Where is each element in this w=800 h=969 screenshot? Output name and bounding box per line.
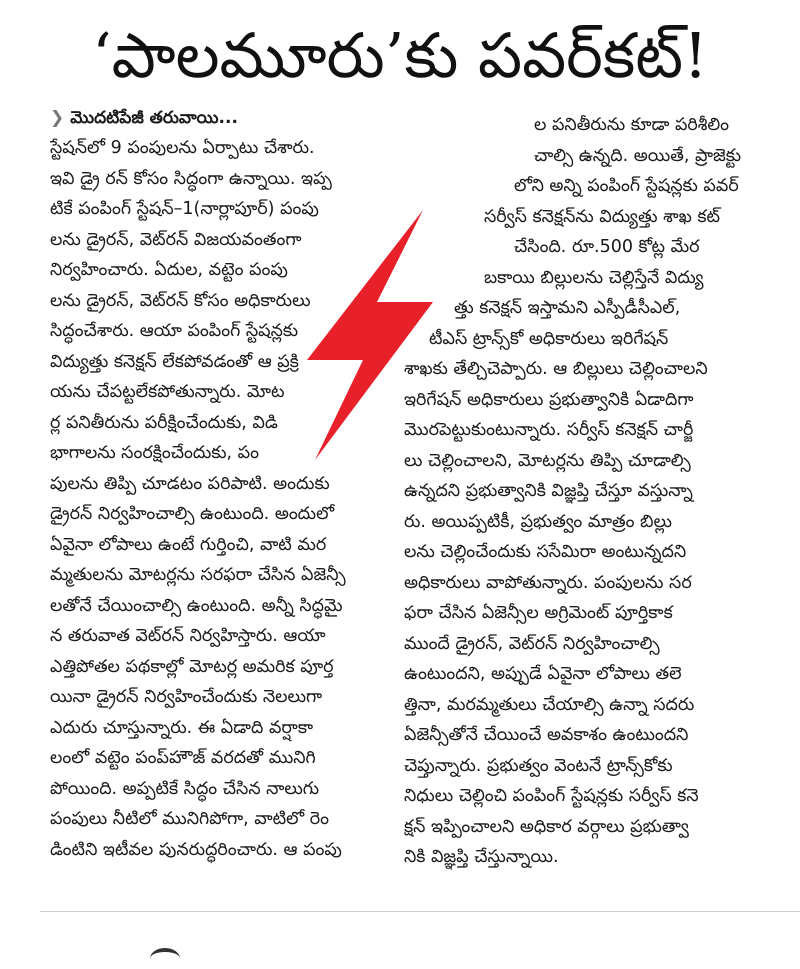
text-line: లంలో వట్టెం పంప్‌హౌజ్‌ వరదతో మునిగి [50, 748, 316, 768]
text-line: ఉన్నదని ప్రభుత్వానికి విజ్ఞప్తి చేస్తూ వస్తున్నా [404, 481, 693, 501]
text-line: ల పనితీరును కూడా పరిశీలిం [534, 115, 729, 135]
text-line: మొరపెట్టుకుంటున్నారు. సర్వీస్‌ కనెక్షన్‌ చార్జీ [404, 420, 694, 440]
text-line: మ్మతులను మోటర్లను సరఫరా చేసిన ఏజెన్సీ [50, 565, 346, 585]
text-line: టీఎస్‌ ట్రాన్స్‌కో అధికారులు ఇరిగేషన్‌ [429, 328, 669, 349]
section-divider [40, 911, 800, 912]
text-line: నికి విజ్ఞప్తి చేస్తున్నాయి. [404, 847, 559, 867]
text-line: సిద్ధంచేశారు. ఆయా పంపింగ్‌ స్టేషన్లకు [50, 321, 299, 341]
text-line: చాల్సి ఉన్నది. అయితే, ప్రాజెక్టు [534, 145, 741, 166]
text-line: టికే పంపింగ్‌ స్టేషన్‌–1(నార్లాపూర్‌) పంపు [50, 199, 319, 219]
text-line: ఇరిగేషన్‌ అధికారులు ప్రభుత్వానికి ఏడాదిగా [404, 389, 694, 410]
text-line: ర్ల పనితీరును పరీక్షించేందుకు, విడి [50, 412, 278, 433]
right-column [404, 110, 774, 873]
text-line: పోయింది. అప్పటికే సిద్ధం చేసిన నాలుగు [50, 778, 320, 799]
text-line: ఇవి డ్రై రన్‌ కోసం సిద్ధంగా ఉన్నాయి. ఇప్ప [50, 168, 332, 189]
chevron-right-icon: ❯ [50, 108, 65, 128]
text-line: లను డ్రైరన్‌, వెట్‌రన్‌ కోసం అధికారులు [50, 290, 311, 311]
text-line: డ్రైరన్‌ నిర్వహించాల్సి ఉంటుంది. అందులో [50, 504, 335, 524]
text-line: పంపులు నీటిలో మునిగిపోగా, వాటిలో రెం [50, 809, 329, 829]
text-line: ఎత్తిపోతల పథకాల్లో మోటర్ల అమరిక పూర్త [50, 656, 334, 677]
text-line: చెప్తున్నారు. ప్రభుత్వం వెంటనే ట్రాన్స్‌కోకు [404, 755, 673, 776]
kicker-text: మొదటిపేజీ తరువాయి... [70, 108, 238, 128]
next-article-fragment [150, 948, 180, 969]
text-line: ముందే డ్రైరన్‌, వెట్‌రన్‌ నిర్వహించాల్సి [404, 633, 660, 654]
text-line: లోని అన్ని పంపింగ్‌ స్టేషన్లకు పవర్‌ [514, 176, 739, 196]
text-line: క్షన్‌ ఇప్పించాలని అధికార వర్గాలు ప్రభుత్వా [404, 816, 689, 837]
text-line: చేసింది. రూ.500 కోట్ల మేర [514, 237, 700, 257]
text-line: విద్యుత్తు కనెక్షన్‌ లేకపోవడంతో ఆ ప్రక్రి [50, 351, 299, 372]
text-line: యినా డ్రైరన్‌ నిర్వహించేందుకు నెలలుగా [50, 687, 323, 707]
text-line: నిధులు చెల్లించి పంపింగ్‌ స్టేషన్లకు సర్వీస్‌ కనె [404, 786, 699, 806]
text-line: అధికారులు వాపోతున్నారు. పంపులను సర [404, 572, 692, 593]
text-line: ఏజెన్సీతోనే చేయించే అవకాశం ఉంటుందని [404, 725, 689, 745]
text-line: త్తు కనెక్షన్‌ ఇస్తామని ఎస్పీడీసీఎల్‌, [454, 298, 681, 318]
text-line: నిర్వహించారు. ఏదుల, వట్టెం పంపు [50, 260, 288, 280]
text-line: స్టేషన్‌లో 9 పంపులను ఏర్పాటు చేశారు. [50, 138, 315, 158]
text-line: లు చెల్లించాలని, మోటర్లను తిప్పి చూడాల్సి [404, 450, 691, 471]
left-column [50, 133, 395, 865]
text-line: లను చెల్లించేందుకు ససేమిరా అంటున్నదని [404, 542, 687, 562]
text-line: పులను తిప్పి చూడటం పరిపాటి. అందుకు [50, 473, 330, 494]
text-line: శాఖకు తేల్చిచెప్పారు. ఆ బిల్లులు చెల్లించాలని [404, 359, 708, 379]
headline: ‘పాలమూరు’కు పవర్‌కట్‌! [91, 19, 709, 92]
text-line: ఫరా చేసిన ఏజెన్సీల అగ్రిమెంట్‌ పూర్తికాక [404, 603, 673, 623]
text-line: న తరువాత వెట్‌రన్‌ నిర్వహిస్తారు. ఆయా [50, 626, 326, 646]
text-line: లను డ్రైరన్‌, వెట్‌రన్‌ విజయవంతంగా [50, 229, 302, 250]
text-line: ఏవైనా లోపాలు ఉంటే గుర్తించి, వాటి మర [50, 534, 327, 555]
text-line: ఉంటుందని, అప్పుడే ఏవైనా లోపాలు తలె [404, 664, 682, 684]
text-line: త్తినా, మరమ్మతులు చేయాల్సి ఉన్నా సదరు [404, 694, 695, 715]
text-line: భాగాలను సంరక్షించేందుకు, పం [50, 443, 259, 463]
kicker [50, 106, 238, 130]
text-line: లతోనే చేయించాల్సి ఉంటుంది. అన్నీ సిద్ధమై [50, 595, 343, 616]
text-line: సర్వీస్‌ కనెక్షన్‌ను విద్యుత్తు శాఖ కట్‌ [484, 206, 721, 227]
text-line: రు. అయిప్పటికీ, ప్రభుత్వం మాత్రం బిల్లు [404, 511, 672, 532]
text-line: యను చేపట్టలేకపోతున్నారు. మోట [50, 382, 285, 402]
text-line: ఎదురు చూస్తున్నారు. ఈ ఏడాది వర్షాకా [50, 717, 314, 738]
text-line: డింటిని ఇటీవల పునరుద్ధరించారు. ఆ పంపు [50, 839, 342, 860]
text-line: బకాయి బిల్లులను చెల్లిస్తేనే విద్యు [484, 267, 704, 288]
